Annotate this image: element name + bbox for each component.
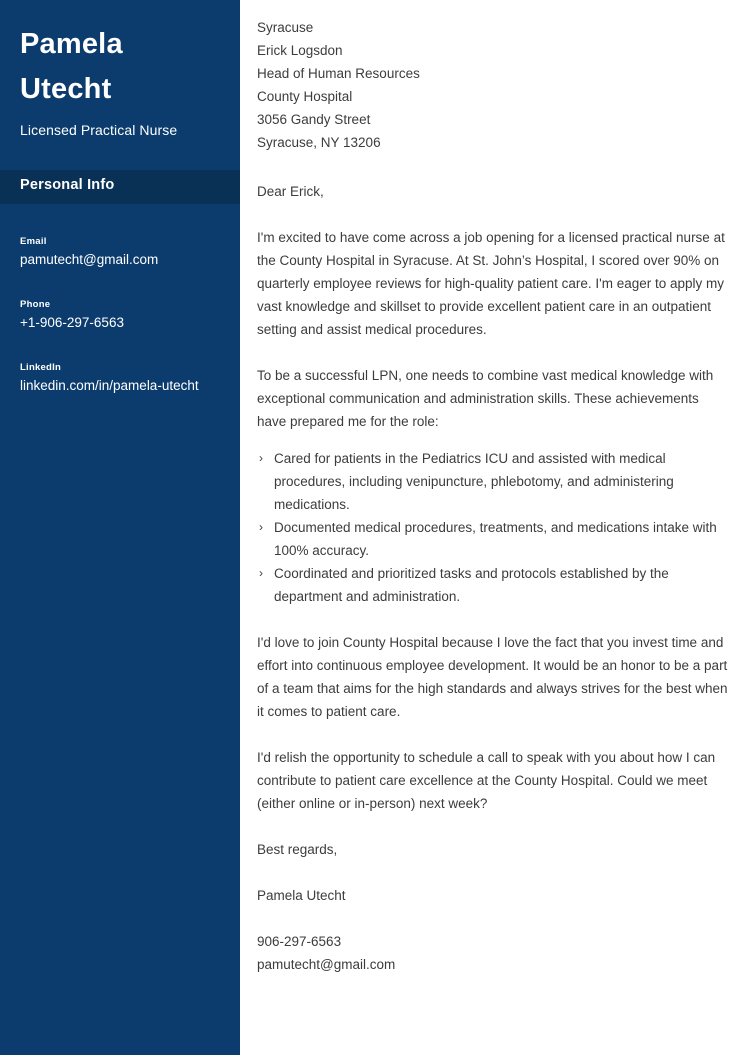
list-item	[257, 516, 729, 562]
paragraph-call-to-action: I'd relish the opportunity to schedule a call to speak with you about how I can contribute to patient care excellence at the County Hospital. Could we meet (either online or in-person) next week?	[257, 749, 716, 811]
phone-label: Phone	[20, 299, 51, 310]
contact-item-email	[20, 236, 222, 269]
footer-contact-block	[257, 930, 729, 976]
contact-list	[0, 236, 240, 425]
personal-info-section-band	[0, 170, 240, 204]
name-block	[0, 0, 240, 140]
address-line: Erick Logsdon	[257, 43, 343, 58]
list-item	[257, 447, 729, 516]
email-label: Email	[20, 236, 47, 247]
paragraph-intro: I'm excited to have come across a job opening for a licensed practical nurse at the County Hospital in Syracuse. At St. John’s Hospital, I scored over 90% on quarterly employee reviews for high-quality patient care. I'm eager to apply my vast knowledge and skillset to provide excellent patient care in an outpatient setting and assist medical procedures.	[257, 230, 725, 337]
last-name: Utecht	[20, 73, 112, 105]
address-line: Syracuse, NY 13206	[257, 135, 381, 150]
first-name: Pamela	[20, 28, 123, 60]
address-line: County Hospital	[257, 89, 353, 104]
paragraph-achievements-intro: To be a successful LPN, one needs to combine vast medical knowledge with exceptional communication and administration skills. These achievements have prepared me for the role:	[257, 368, 714, 429]
salutation: Dear Erick,	[257, 184, 324, 199]
personal-info-heading: Personal Info	[20, 177, 115, 193]
paragraph-motivation: I'd love to join County Hospital because I love the fact that you invest time and effort into continuous employee development. It would be an honor to be a part of a team that aims for the high standards and always strives for the best when it comes to patient care.	[257, 634, 728, 719]
contact-item-linkedin	[20, 362, 222, 395]
bullet-arrow-icon: ›	[259, 450, 263, 465]
phone-value[interactable]: +1-906-297-6563	[20, 315, 124, 330]
footer-phone: 906-297-6563	[257, 933, 342, 949]
closing-phrase: Best regards,	[257, 841, 338, 857]
job-title: Licensed Practical Nurse	[20, 122, 178, 138]
recipient-address-block	[257, 16, 729, 154]
linkedin-value[interactable]: linkedin.com/in/pamela-utecht	[20, 378, 199, 393]
email-value[interactable]: pamutecht@gmail.com	[20, 252, 159, 267]
list-item	[257, 562, 729, 608]
list-item-text: Coordinated and prioritized tasks and protocols established by the department and administration.	[274, 565, 669, 604]
achievements-list	[257, 447, 729, 608]
sidebar	[0, 0, 240, 1055]
linkedin-label: LinkedIn	[20, 362, 62, 373]
address-line: Syracuse	[257, 20, 314, 35]
address-line: 3056 Gandy Street	[257, 112, 371, 127]
letter-body	[257, 0, 729, 976]
bullet-arrow-icon: ›	[259, 519, 263, 534]
bullet-arrow-icon: ›	[259, 565, 263, 580]
list-item-text: Cared for patients in the Pediatrics ICU and assisted with medical procedures, including venipuncture, phlebotomy, and administering medications.	[274, 450, 674, 512]
list-item-text: Documented medical procedures, treatments, and medications intake with 100% accuracy.	[274, 519, 717, 558]
contact-item-phone	[20, 299, 222, 332]
address-line: Head of Human Resources	[257, 66, 420, 81]
footer-email: pamutecht@gmail.com	[257, 956, 396, 972]
signature-name: Pamela Utecht	[257, 887, 346, 903]
